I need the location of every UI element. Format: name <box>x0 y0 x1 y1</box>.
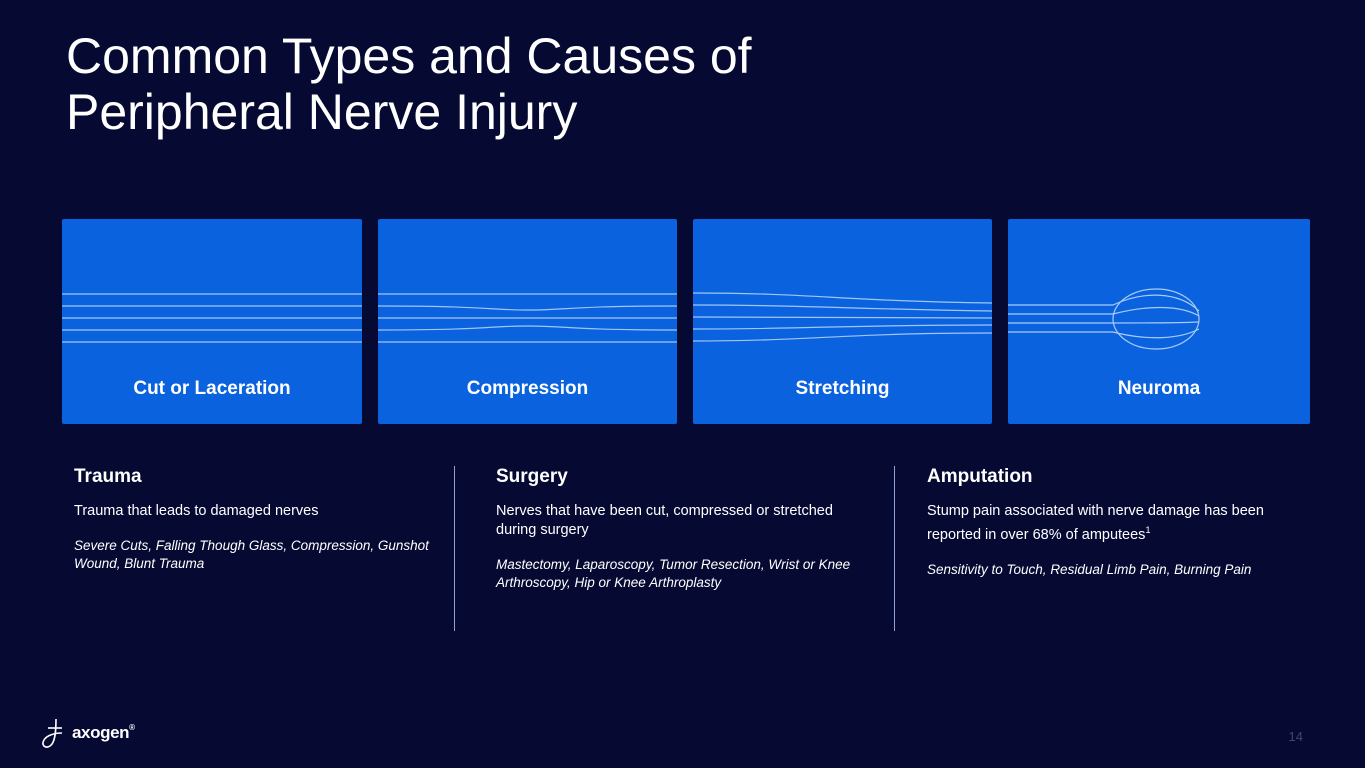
page-title: Common Types and Causes of Peripheral Nerve Injury <box>66 28 752 140</box>
nerve-compression-icon <box>378 219 677 359</box>
column-description-text: Stump pain associated with nerve damage has been reported in over 68% of amputees <box>927 503 1264 543</box>
column-examples: Mastectomy, Laparoscopy, Tumor Resection, Wrist or Knee Arthroscopy, Hip or Knee Arthroplasty <box>496 557 851 590</box>
page-number: 14 <box>1288 729 1303 744</box>
card-label: Stretching <box>795 378 890 399</box>
column-trauma <box>62 466 454 631</box>
footnote-marker: 1 <box>1145 525 1151 535</box>
brand-name: axogen® <box>72 723 135 742</box>
column-description: Trauma that leads to damaged nerves <box>74 503 319 519</box>
axogen-mark-icon <box>36 716 66 750</box>
column-description: Nerves that have been cut, compressed or stretched during surgery <box>496 503 833 538</box>
card-neuroma <box>1008 219 1310 424</box>
column-examples: Severe Cuts, Falling Though Glass, Compression, Gunshot Wound, Blunt Trauma <box>74 538 429 571</box>
column-title: Surgery <box>496 466 568 487</box>
trademark-symbol: ® <box>129 723 135 732</box>
column-title: Trauma <box>74 466 142 487</box>
causes-columns <box>62 466 1312 631</box>
card-label: Cut or Laceration <box>133 378 291 399</box>
card-label: Neuroma <box>1117 378 1201 399</box>
card-stretching <box>693 219 992 424</box>
card-label: Compression <box>466 378 589 399</box>
column-examples: Sensitivity to Touch, Residual Limb Pain, Burning Pain <box>927 561 1252 577</box>
column-surgery <box>454 466 894 631</box>
column-description <box>927 502 1312 545</box>
nerve-stretching-icon <box>693 219 992 359</box>
injury-type-cards <box>62 219 1310 424</box>
card-cut-or-laceration <box>62 219 362 424</box>
column-amputation <box>894 466 1312 631</box>
card-compression <box>378 219 677 424</box>
nerve-neuroma-icon <box>1008 219 1310 359</box>
brand-logo <box>36 716 135 750</box>
column-title: Amputation <box>927 466 1033 487</box>
nerve-cut-icon <box>62 219 362 359</box>
